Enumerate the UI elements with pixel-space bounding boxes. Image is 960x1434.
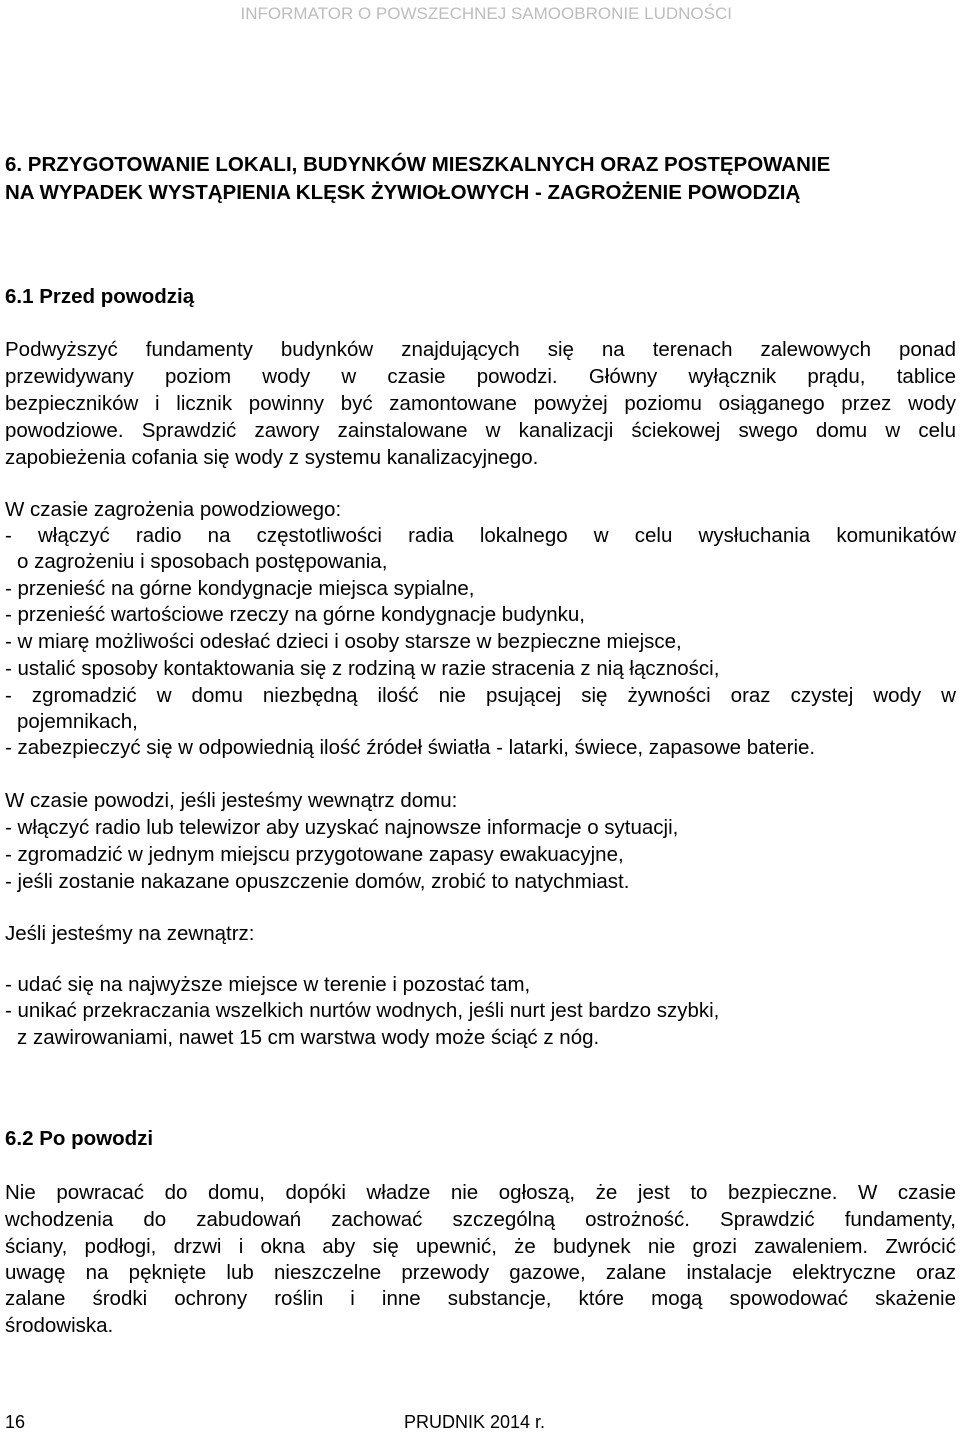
paragraph-line: przewidywany poziom wody w czasie powodzi. Główny wyłącznik prądu, tablice [5,365,956,388]
section-heading-6-2: 6.2 Po powodzi [5,1127,154,1150]
outside-intro: Jeśli jesteśmy na zewnątrz: [5,922,255,945]
list-item: - unikać przekraczania wszelkich nurtów wodnych, jeśli nurt jest bardzo szybki, [5,999,720,1022]
list-item: - udać się na najwyższe miejsce w terenie i pozostać tam, [5,973,531,996]
list-item: - zgromadzić w jednym miejscu przygotowane zapasy ewakuacyjne, [5,843,624,866]
paragraph-line: uwagę na pęknięte lub nieszczelne przewody gazowe, zalane instalacje elektryczne oraz [5,1261,956,1284]
paragraph-line: zapobieżenia cofania się wody z systemu kanalizacyjnego. [5,446,539,469]
list-item: - włączyć radio lub telewizor aby uzyskać najnowsze informacje o sytuacji, [5,816,679,839]
threat-intro: W czasie zagrożenia powodziowego: [5,498,342,521]
list-item: - przenieść na górne kondygnacje miejsca sypialne, [5,577,475,600]
paragraph-line: wchodzenia do zabudowań zachować szczególną ostrożność. Sprawdzić fundamenty, [5,1208,956,1231]
list-item-continuation: z zawirowaniami, nawet 15 cm warstwa wody może ściąć z nóg. [17,1026,600,1049]
paragraph-line: powodziowe. Sprawdzić zawory zainstalowane w kanalizacji ściekowej swego domu w celu [5,419,956,442]
list-item: - w miarę możliwości odesłać dzieci i osoby starsze w bezpieczne miejsce, [5,630,682,653]
chapter-title-line-2: NA WYPADEK WYSTĄPIENIA KLĘSK ŻYWIOŁOWYCH - ZAGROŻENIE POWODZIĄ [5,181,801,204]
paragraph-line: środowiska. [5,1314,114,1337]
list-item: - zabezpieczyć się w odpowiednią ilość źródeł światła - latarki, świece, zapasowe baterie. [5,736,816,759]
paragraph-line: Nie powracać do domu, dopóki władze nie ogłoszą, że jest to bezpieczne. W czasie [5,1181,956,1204]
list-item: - włączyć radio na częstotliwości radia lokalnego w celu wysłuchania komunikatów [5,524,956,547]
footer-publisher: PRUDNIK 2014 r. [404,1412,546,1432]
running-header: INFORMATOR O POWSZECHNEJ SAMOOBRONIE LUDNOŚCI [240,4,732,23]
flood-intro: W czasie powodzi, jeśli jesteśmy wewnątrz domu: [5,789,458,812]
paragraph-line: zalane środki ochrony roślin i inne substancje, które mogą spowodować skażenie [5,1287,956,1310]
list-item: - jeśli zostanie nakazane opuszczenie domów, zrobić to natychmiast. [5,870,630,893]
list-item-continuation: pojemnikach, [17,710,138,733]
paragraph-line: Podwyższyć fundamenty budynków znajdujących się na terenach zalewowych ponad [5,338,956,361]
list-item: - przenieść wartościowe rzeczy na górne kondygnacje budynku, [5,603,585,626]
page-number: 16 [5,1412,26,1432]
list-item: - zgromadzić w domu niezbędną ilość nie psującej się żywności oraz czystej wody w [5,684,956,707]
paragraph-line: ściany, podłogi, drzwi i okna aby się upewnić, że budynek nie grozi zawaleniem. Zwrócić [5,1235,956,1258]
chapter-title-line-1: 6. PRZYGOTOWANIE LOKALI, BUDYNKÓW MIESZKALNYCH ORAZ POSTĘPOWANIE [5,153,831,176]
list-item-continuation: o zagrożeniu i sposobach postępowania, [17,550,388,573]
paragraph-line: bezpieczników i licznik powinny być zamontowane powyżej poziomu osiąganego przez wody [5,392,956,415]
section-heading-6-1: 6.1 Przed powodzią [5,285,195,308]
list-item: - ustalić sposoby kontaktowania się z rodziną w razie stracenia z nią łączności, [5,657,720,680]
